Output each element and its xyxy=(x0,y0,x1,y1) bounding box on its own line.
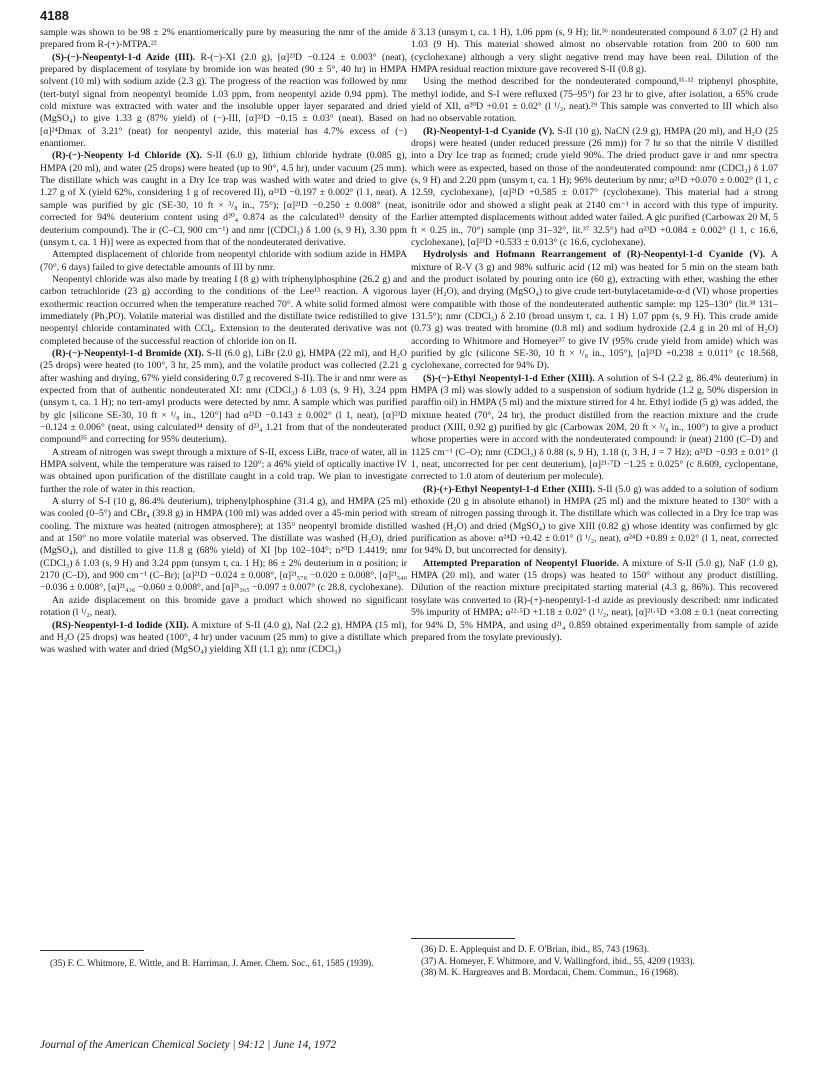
section-heading: (R)-(−)-Neopenty l-d Chloride (X). xyxy=(52,150,202,162)
paragraph xyxy=(411,484,778,558)
footnote-divider xyxy=(40,950,144,951)
paragraph: δ 3.13 (unsym t, ca. 1 H), 1.06 ppm (s, 9 H); lit.³⁶ nondeuterated compound δ 3.07 (2 H) and 1.03 (9 H). This material showed almost no observable rotation from 200 to 600 nm (cyclohexane) although a very slight negative trend may have been real. Dilution of the HMPA residual reaction mixture gave recovered S-II (0.8 g). xyxy=(411,27,778,76)
footnote: (35) F. C. Whitmore, E. Wittle, and B. Harriman, J. Amer. Chem. Soc., 61, 1585 (1939). xyxy=(50,958,374,968)
paragraph xyxy=(411,126,778,249)
section-heading: Attempted Preparation of Neopentyl Fluoride. xyxy=(423,557,619,569)
paragraph: Using the method described for the nondeuterated compound,¹¹·¹² triphenyl phosphite, methyl iodide, and S-I were refluxed (75–95°) for 23 hr to give, after isolation, a 65% crude yield of XII, α²⁰D +0.01 ± 0.02° (l ¹/₂, neat).²⁹ This sample was converted to III which also had no observable rotation. xyxy=(411,76,778,125)
section-heading: (S)-(−)-Neopentyl-1-d Azide (III). xyxy=(52,51,196,63)
paragraph xyxy=(40,150,407,249)
right-column xyxy=(411,27,778,644)
section-heading: (RS)-Neopentyl-1-d Iodide (XII). xyxy=(52,619,189,631)
paragraph-text: R-(−)-XI (2.0 g), [α]²³D −0.124 ± 0.003° (neat), prepared by displacement of tosylate by bromide ion was heated (90 ± 5°, 40 hr) in HMPA solvent (10 ml) with sodium azide (2.3 g). The progress of the reaction was followed by nmr (tert-butyl signal from neopentyl bromide 1.03 ppm, from neopentyl azide 0.94 ppm). The cold mixture was extracted with water and the insoluble upper layer separated and dried (MgSO₄) to give 1.33 g (87% yield) of (−)-III, [α]²³D −0.15 ± 0.03° (neat). Based on [α]²⁴Dmax of 3.21° (neat) for neopentyl azide, this material has 4.7% excess of (−) enantiomer. xyxy=(40,51,408,150)
section-heading: (S)-(−)-Ethyl Neopentyl-1-d Ether (XIII). xyxy=(423,372,595,384)
left-column xyxy=(40,27,407,657)
paragraph-text: S-II (6.0 g), lithium chloride hydrate (0.085 g), HMPA (20 ml), and water (25 drops) were heated (up to 90°, 4.5 hr), under vacuum (25 mm). The distillate which was caught in a Dry Ice trap was washed with water and dried to give 1.27 g of X (yield 62%, considering 1 g of recovered II), α²¹D −0.197 ± 0.002° (l 1, neat). A sample was purified by glc (SE-30, 10 ft × ³/₈ in., 75°); [α]²¹D −0.250 ± 0.008° (neat, corrected for 94% deuterium content using d²⁰₄ 0.874 as the calculated³³ density of the deuterium compound). The ir (C–Cl, 900 cm⁻¹) and nmr [(CDCl₃) δ 1.00 (s, 9 H), 3.30 ppm (unsym t, ca. 1 H)] were as expected from that of the nondeuterated derivative. xyxy=(40,150,408,248)
footnotes-left xyxy=(40,958,407,970)
paragraph xyxy=(411,558,778,644)
paragraph-text: A solution of S-I (2.2 g, 86.4% deuterium) in HMPA (3 ml) was slowly added to a suspension of sodium hydride (1.2 g, 50% dispersion in paraffin oil) in HMPA (5 ml) and the mixture stirred for 4 hr. Ethyl iodide (5 g) was added, the mixture heated (70°, 24 hr), the product distilled from the reaction mixture and the crude product (XIII, 0.92 g) purified by glc (Carbowax 20M, 20 ft × ³/₈ in., 100°) to give a product whose properties were in accord with the nondeuterated compound: ir (neat) 2100 (C–D) and 1125 cm⁻¹ (C–O); nmr (CDCl₃) δ 0.88 (s, 9 H), 1.18 (t, 3 H, J = 7 Hz); α²³D −0.93 ± 0.01° (l 1, neat, uncorrected for per cent deuterium), [α]²¹·⁷D −1.25 ± 0.025° (c 8.609, cyclopentane, corrected to 1.0 atom of deuterium per molecule). xyxy=(411,372,778,483)
footnote: (38) M. K. Hargreaves and B. Mordacai, Chem. Commun., 16 (1968). xyxy=(421,967,679,978)
section-heading: Hydrolysis and Hofmann Rearrangement of (R)-Neopentyl-1-d Cyanide (V). xyxy=(423,249,766,261)
paragraph: A slurry of S-I (10 g, 86.4% deuterium), triphenylphosphine (31.4 g), and HMPA (25 ml) was cooled (0–5°) and CBr₄ (39.8 g) in HMPA (100 ml) was added over a 45-min period with cooling. The mixture was heated (nitrogen atmosphere); at 135° neopentyl bromide distilled and at 150° no more volatile material was observed. The distillate was washed (H₂O), dried (MgSO₄), and distilled to give 11.8 g (68% yield) of XI [bp 102–104°; n²⁰D 1.4419; nmr (CDCl₃) δ 1.03 (s, 9 H) and 3.24 ppm (unsym t, ca. 1 H); 86 ± 2% deuterium in α position; ir 2170 (C–D), and 900 cm⁻¹ (C–Br); [α]²¹D −0.024 ± 0.008°, [α]²¹₅₇₈ −0.020 ± 0.008°, [α]²¹₅₄₆ −0.036 ± 0.008°, [α]²¹₄₃₆ −0.060 ± 0.008°, and [α]²¹₃₆₅ −0.097 ± 0.007° (c 28.8, cyclohexane). xyxy=(40,496,407,594)
footnote: (37) A. Homeyer, F. Whitmore, and V. Wallingford, ibid., 55, 4209 (1933). xyxy=(421,955,695,966)
paragraph: Attempted displacement of chloride from neopentyl chloride with sodium azide in HMPA (70°, 6 days) failed to give detectable amounts of III by nmr. xyxy=(40,249,407,273)
paragraph-text: S-II (10 g), NaCN (2.9 g), HMPA (20 ml), and H₂O (25 drops) were heated (under reduced pressure (26 mm)) for 7 hr so that the nitrile V distilled into a Dry Ice trap as formed; crude yield 90%. The dried product gave ir and nmr spectra which were as expected, based on those of the nondeuterated compound: nmr (CDCl₃) δ 1.07 (s, 9 H) and 2.20 ppm (unsym t, ca. 1 H); 96% deuterium by nmr; α²¹D +0.070 ± 0.002° (l 1, c 12.59, cyclohexane), [α]²¹D +0.585 ± 0.017° (cyclohexane). This material had a strong isonitrile odor and showed a slight peak at 2140 cm⁻¹ in accord with this type of impurity. Earlier attempted displacements without added water failed. A glc purified (Carbowax 20 M, 5 ft × 0.25 in., 70°) sample (mp 31–32°, lit.³⁷ 32.5°) had α²³D +0.084 ± 0.002° (l 1, c 16.6, cyclohexane), [α]²³D +0.533 ± 0.013° (c 16.6, cyclohexane). xyxy=(411,125,778,248)
footnote-divider xyxy=(411,938,515,939)
paragraph: sample was shown to be 98 ± 2% enantiomerically pure by measuring the nmr of the amide prepared from R-(+)-MTPA.²² xyxy=(40,27,407,51)
paragraph-text: A mixture of R-V (3 g) and 98% sulfuric acid (12 ml) was heated for 5 min on the steam bath and the product isolated by pouring onto ice (60 g), extracting with ether, washing the ether layer (H₂O), and drying (MgSO₄) to give crude tert-butylacetamide-α-d (VI) whose properties were compatible with those of the nondeuterated authentic sample: mp 125–130° (lit.³⁸ 131–131.5°); nmr (CDCl₃) δ 2.10 (broad unsym t, ca. 1 H) 1.07 ppm (s, 9 H). This crude amide (0.73 g) was treated with bromine (0.8 ml) and sodium hydroxide (2.4 g in 20 ml of H₂O) according to Whitmore and Homeyer³⁷ to give IV (95% crude yield from amide) which was purified by glc (silicone SE-30, 10 ft × ¹/₈ in., 105°), [α]²¹D +0.238 ± 0.011° (c 18.568, cyclohexane, corrected for 94% D). xyxy=(411,249,778,372)
paragraph xyxy=(40,52,407,151)
paragraph xyxy=(411,249,778,372)
paragraph-text: A mixture of S-II (5.0 g), NaF (1.0 g), HMPA (20 ml), and water (15 drops) was heated to 150° without any product distilling. Dilution of the reaction mixture precipitated starting material (4.3 g, 86%). This recovered tosylate was converted to (R)-(+)-neopentyl-1-d azide as previously described: nmr indicated 5% impurity of HMPA; α²²·⁵D +1.18 ± 0.02° (l ¹/₂, neat), [α]²¹·⁵D +3.08 ± 0.1 (neat correcting for 94% D, 5% HMPA, and using d²¹₄ 0.859 obtained experimentally from sample of azide prepared from the tosylate previously). xyxy=(411,557,778,643)
section-heading: (R)-Neopentyl-1-d Cyanide (V). xyxy=(423,125,555,137)
paragraph-text: S-II (5.0 g) was added to a solution of sodium ethoxide (20 g in absolute ethanol) in HMPA (25 ml) and the mixture heated to 130° with a stream of nitrogen passing through it. The distillate which was collected in a Dry Ice trap was washed (H₂O) and dried (MgSO₄) to give XIII (0.82 g) whose identity was confirmed by glc purification as above: α²⁴D +0.42 ± 0.01° (l ¹/₂, neat), α²⁴D +0.89 ± 0.02° (l 1, neat, corrected for 94% D, but uncorrected for density). xyxy=(411,483,779,557)
paragraph: An azide displacement on this bromide gave a product which showed no significant rotation (l ¹/₂, neat). xyxy=(40,594,407,619)
paragraph-text: S-II (6.0 g), LiBr (2.0 g), HMPA (22 ml), and H₂O (25 drops) were heated (to 100°, 3 hr, 25 mm), and the volatile product was collected (2.21 g after washing and drying, 67% yield considering 0.7 g recovered S-II). The ir and nmr were as expected from that of authentic nondeuterated XI: nmr (CDCl₃) δ 1.03 (s, 9 H), 3.24 ppm (unsym t, ca. 1 H); no tert-amyl products were detected by nmr. A sample which was purified by glc [silicone SE-30, 10 ft × ¹/₈ in., 120°] had α²³D −0.143 ± 0.002° (l 1, neat), [α]²³D −0.124 ± 0.006° (neat, using calculated³⁴ density of d²³₄ 1.21 from that of the nondeuterated compound³⁵ and correcting for 95% deuterium). xyxy=(40,347,408,446)
paragraph: A stream of nitrogen was swept through a mixture of S-II, excess LiBr, trace of water, all in HMPA solvent, while the temperature was raised to 120°; a 46% yield of optically inactive IV was obtained upon purification of the distillate caught in a cold trap. We plan to investigate further the role of water in this reaction. xyxy=(40,446,407,495)
paragraph-text: A mixture of S-II (4.0 g), NaI (2.2 g), HMPA (15 ml), and H₂O (25 drops) was heated (100°, 4 hr) under vacuum (25 mm) to give a distillate which was washed with water and dried (MgSO₄) yielding XII (1.1 g); nmr (CDCl₃) xyxy=(40,619,407,656)
paragraph: Neopentyl chloride was also made by treating I (8 g) with triphenylphosphine (26.2 g) and carbon tetrachloride (23 g) according to the conditions of the Lee¹³ reaction. A vigorous exothermic reaction occurred when the temperature reached 70°. A white solid formed almost immediately (Ph₃PO). Volatile material was distilled and the distillate twice redistilled to give neopentyl chloride contaminated with CCl₄. Extension to the deuterated derivative was not completed because of the successful reaction of chloride ion on II. xyxy=(40,273,407,347)
journal-footer: Journal of the American Chemical Society | 94:12 | June 14, 1972 xyxy=(40,1039,337,1051)
page-number: 4188 xyxy=(40,8,69,23)
section-heading: (R)-(+)-Ethyl Neopentyl-1-d Ether (XIII). xyxy=(423,483,595,495)
section-heading: (R)-(−)-Neopentyl-1-d Bromide (XI). xyxy=(52,347,204,359)
footnotes-right xyxy=(411,944,778,979)
paragraph xyxy=(40,348,407,447)
paragraph xyxy=(40,620,407,657)
footnote: (36) D. E. Applequist and D. F. O'Brian, ibid., 85, 743 (1963). xyxy=(421,944,650,954)
paragraph xyxy=(411,373,778,484)
